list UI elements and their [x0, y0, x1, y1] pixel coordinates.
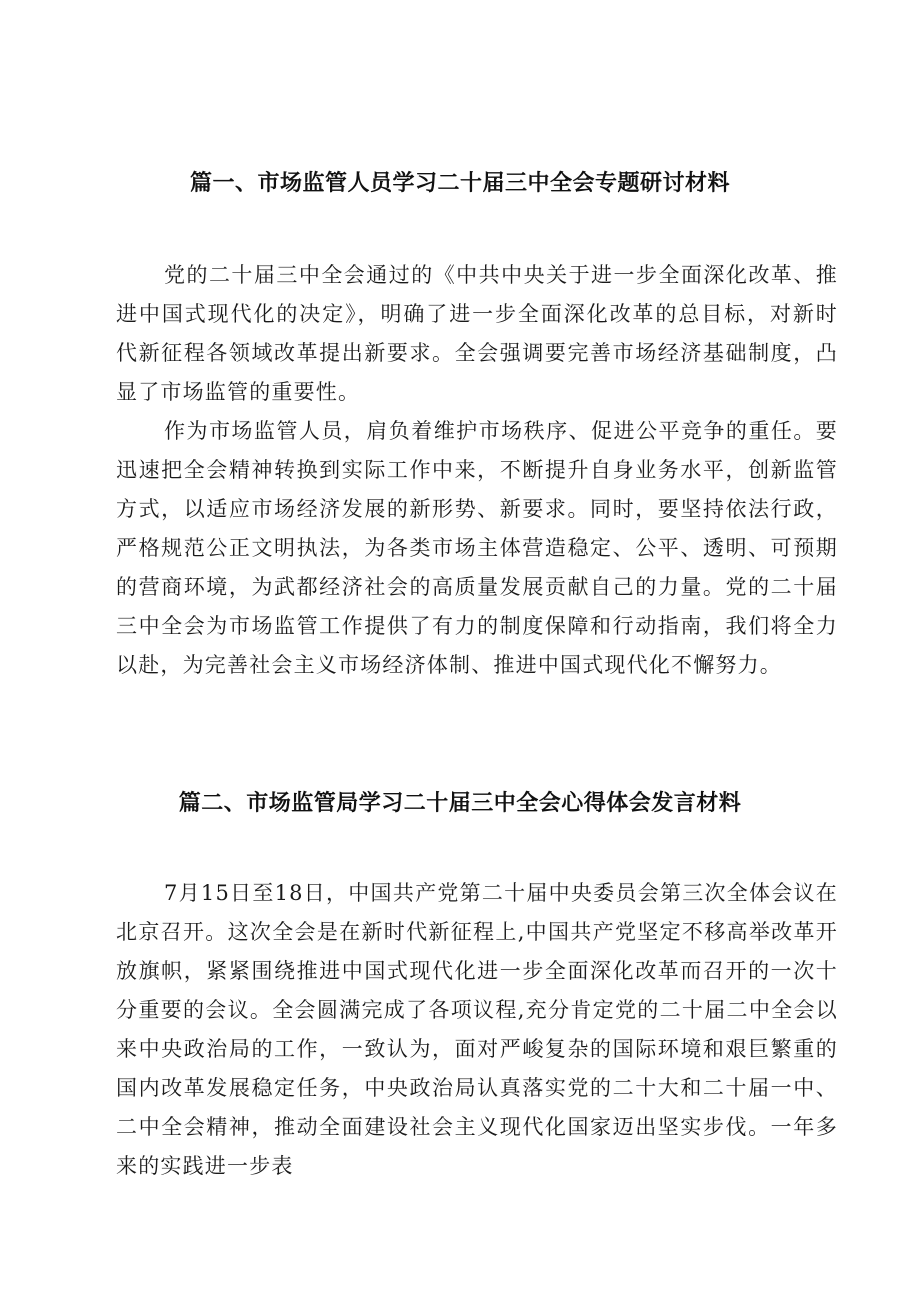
section-two-title: 篇二、市场监管局学习二十届三中全会心得体会发言材料 — [178, 791, 742, 816]
section-one-body — [116, 256, 838, 685]
section-two-paragraph-1: 7月15日至18日，中国共产党第二十届中央委员会第三次全体会议在北京召开。这次全会是在新时代新征程上,中国共产党坚定不移高举改革开放旗帜，紧紧围绕推进中国式现代化进一步全面深化改革而召开的一次十分重要的会议。全会圆满完成了各项议程,充分肯定党的二十届二中全会以来中央政治局的工作，一致认为，面对严峻复杂的国际环境和艰巨繁重的国内改革发展稳定任务，中央政治局认真落实党的二十大和二十届一中、二中全会精神，推动全面建设社会主义现代化国家迈出坚实步伐。一年多来的实践进一步表 — [116, 881, 838, 1178]
section-one-title: 篇一、市场监管人员学习二十届三中全会专题研讨材料 — [189, 171, 730, 196]
section-two-body — [116, 874, 838, 1186]
section-one-paragraph-2: 作为市场监管人员，肩负着维护市场秩序、促进公平竞争的重任。要迅速把全会精神转换到实际工作中来，不断提升自身业务水平，创新监管方式，以适应市场经济发展的新形势、新要求。同时，要坚持依法行政，严格规范公正文明执法，为各类市场主体营造稳定、公平、透明、可预期的营商环境，为武都经济社会的高质量发展贡献自己的力量。党的二十届三中全会为市场监管工作提供了有力的制度保障和行动指南，我们将全力以赴，为完善社会主义市场经济体制、推进中国式现代化不懈努力。 — [116, 419, 838, 677]
section-one-paragraph-1: 党的二十届三中全会通过的《中共中央关于进一步全面深化改革、推进中国式现代化的决定》，明确了进一步全面深化改革的总目标，对新时代新征程各领域改革提出新要求。全会强调要完善市场经济基础制度，凸显了市场监管的重要性。 — [116, 263, 838, 404]
